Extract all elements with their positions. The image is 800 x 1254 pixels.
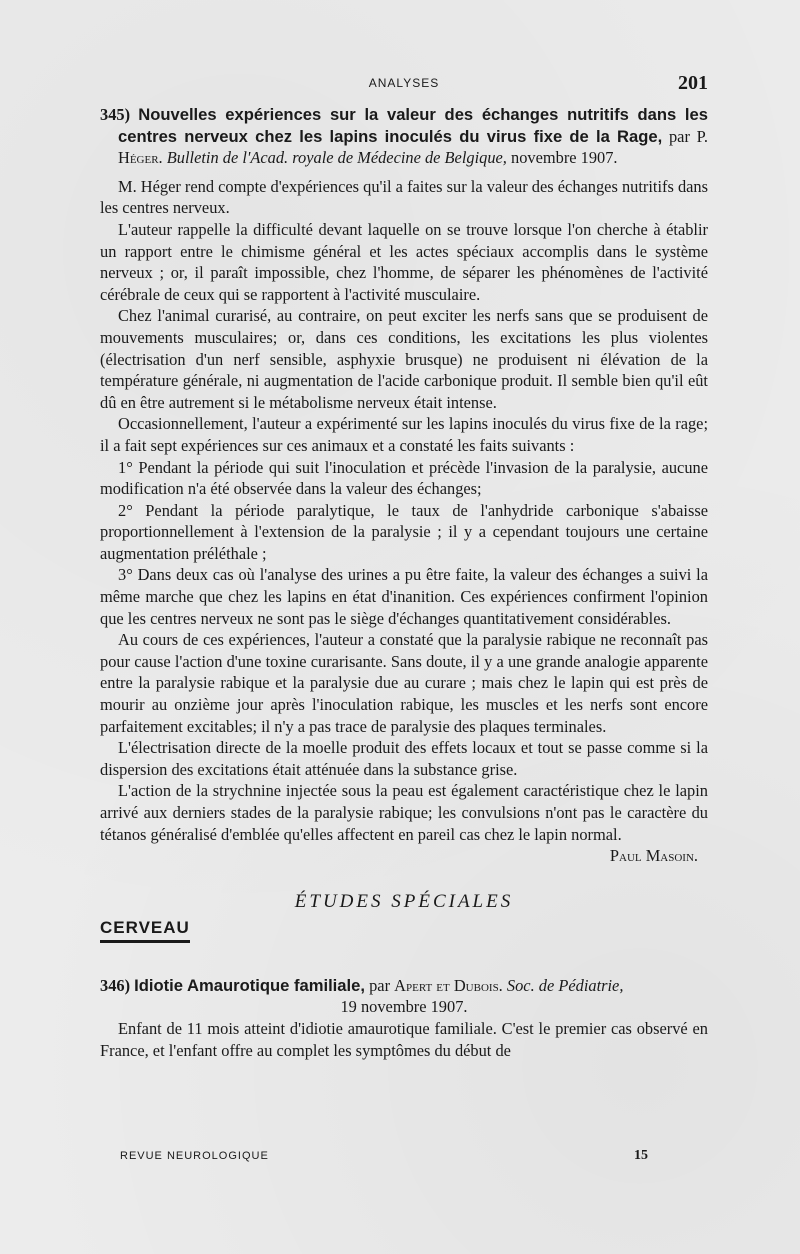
entry-number: 345) xyxy=(100,105,131,124)
entry-by: par P. xyxy=(668,126,708,146)
paragraph: Chez l'animal curarisé, au contraire, on peut exciter les nerfs sans que se produisent de mouvements musculaires; or, dans ces conditions, les excitations les plus violentes (électrisation d'un nerf sensible, asphyxie brusque) ne produisent ni élévation de la température générale, ni augmentation de l'acide carbonique produit. Il semble bien qu'il eût dû en être autrement si le métabolisme nerveux était intense. xyxy=(100,306,708,412)
footer-journal: REVUE NEUROLOGIQUE xyxy=(120,1150,269,1162)
page-content xyxy=(100,104,708,1061)
paragraph: L'action de la strychnine injectée sous la peau est également caractéristique chez le lapin arrivé aux derniers stades de la paralysie rabique; les convulsions n'ont pas le caractère du tétanos généralisé d'emblée qu'elles affectent en pareil cas chez le lapin normal. xyxy=(100,781,708,844)
entry-title: Idiotie Amaurotique familiale, xyxy=(134,975,365,995)
entry-346-heading xyxy=(100,975,708,1018)
entry-number: 346) xyxy=(100,975,131,995)
paragraph: M. Héger rend compte d'expériences qu'il a faites sur la valeur des échanges nutritifs dans les centres nerveux. xyxy=(100,176,708,218)
page-number: 201 xyxy=(678,72,708,94)
paragraph: 3° Dans deux cas où l'analyse des urines a pu être faite, la valeur des échanges a suivi la même marche que chez les lapins en état d'inanition. Ces expériences confirment l'opinion que les centres nerveux ne sont pas le siège d'échanges quantitativement considérables. xyxy=(100,565,708,628)
entry-author: Héger. xyxy=(118,148,163,168)
paragraph: 1° Pendant la période qui suit l'inoculation et précède l'invasion de la paralysie, aucune modification n'a été observée dans la valeur des échanges; xyxy=(100,457,708,499)
running-foot xyxy=(100,1148,708,1168)
entry-date: novembre 1907. xyxy=(511,148,618,168)
entry-by: par xyxy=(369,975,391,995)
paragraph: L'auteur rappelle la difficulté devant laquelle on se trouve lorsque l'on cherche à établir un rapport entre le chimisme général et les actes spéciaux accomplis dans le système nerveux ; or, il paraît impossible, chez l'homme, de séparer les phénomènes de l'activité cérébrale de ceux qui se rapportent à l'activité musculaire. xyxy=(100,219,708,304)
subsection-title: CERVEAU xyxy=(100,917,190,944)
section-title: ÉTUDES SPÉCIALES xyxy=(294,890,514,912)
entry-345-heading xyxy=(100,104,708,169)
entry-date: 19 novembre 1907. xyxy=(340,997,468,1017)
paragraph: L'électrisation directe de la moelle produit des effets locaux et tout se passe comme si la dispersion des excitations était atténuée dans la substance grise. xyxy=(100,738,708,779)
signature-mark: 15 xyxy=(634,1148,648,1163)
entry-title: Nouvelles expériences sur la valeur des échanges nutritifs dans les centres nerveux chez les lapins inoculés du virus fixe de la Rage, xyxy=(118,105,708,146)
paragraph: Au cours de ces expériences, l'auteur a constaté que la paralysie rabique ne reconnaît pas pour cause l'action d'une toxine curarisante. Sans doute, il y a une grande analogie apparente entre la paralysie rabique et la paralysie due au curare ; mais chez le lapin qui est près de mourir au onzième jour après l'inoculation rabique, les muscles et les nerfs sont encore parfaitement excitables; il n'y a pas trace de paralysie des plaques terminales. xyxy=(100,630,708,736)
entry-journal: Soc. de Pédiatrie, xyxy=(506,975,624,995)
paragraph: Enfant de 11 mois atteint d'idiotie amaurotique familiale. C'est le premier cas observé en France, et l'enfant offre au complet les symptômes du début de xyxy=(100,1018,708,1060)
entry-journal: Bulletin de l'Acad. royale de Médecine de Belgique, xyxy=(166,148,507,168)
running-head-title: ANALYSES xyxy=(368,76,440,90)
paragraph: 2° Pendant la période paralytique, le taux de l'anhydride carbonique s'abaisse proportionnellement à l'extension de la paralysie ; il y a cependant toujours une certaine augmentation préléthale ; xyxy=(100,500,708,563)
subsection-wrap xyxy=(100,915,708,951)
signature: Paul Masoin. xyxy=(609,846,698,866)
paragraph: Occasionnellement, l'auteur a expérimenté sur les lapins inoculés du virus fixe de la rage; il a fait sept expériences sur ces animaux et a constaté les faits suivants : xyxy=(100,414,708,455)
entry-authors: Apert et Dubois. xyxy=(394,975,503,995)
running-head xyxy=(100,72,708,96)
signature-line xyxy=(100,845,708,867)
